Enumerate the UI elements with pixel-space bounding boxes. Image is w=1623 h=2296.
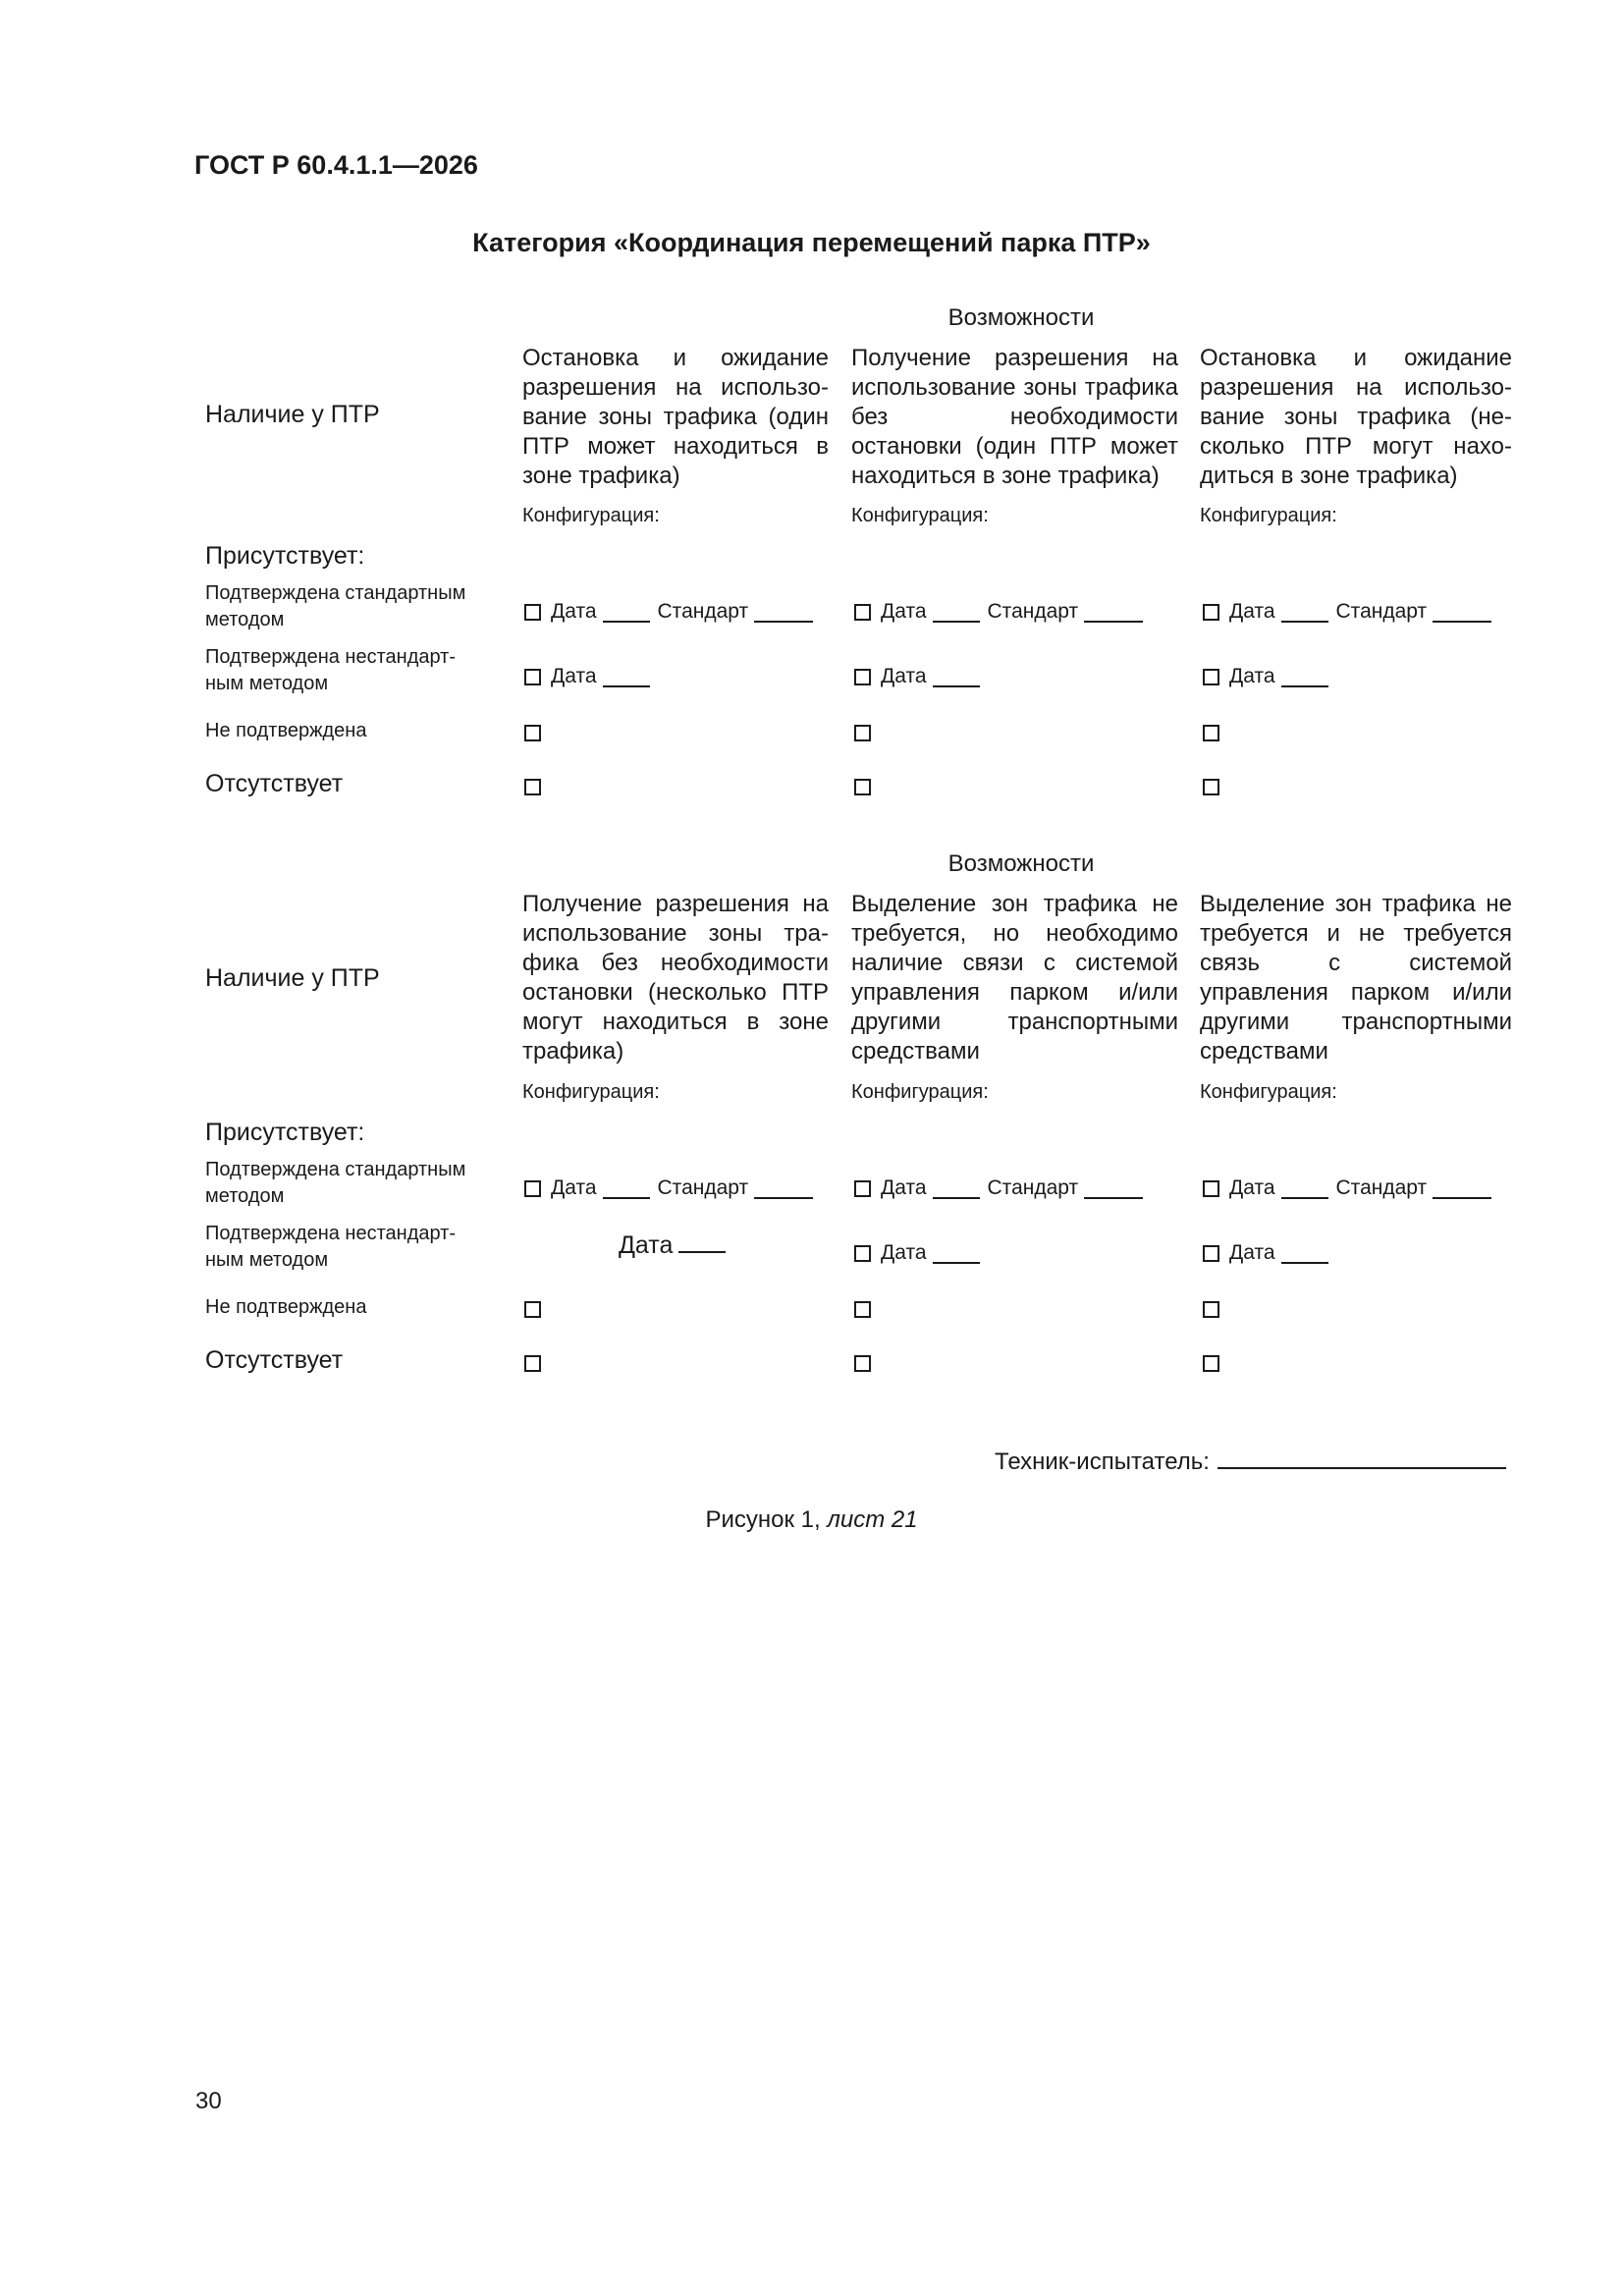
config-label: Конфигурация: xyxy=(1200,505,1337,526)
not-confirmed-field xyxy=(1203,1301,1219,1318)
date-blank[interactable] xyxy=(933,601,980,623)
checkbox[interactable] xyxy=(524,1301,541,1318)
checkbox[interactable] xyxy=(854,779,871,795)
row-label-availability: Наличие у ПТР xyxy=(205,401,380,428)
checkbox[interactable] xyxy=(854,1301,871,1318)
not-confirmed-field xyxy=(524,1301,541,1318)
config-label: Конфигурация: xyxy=(851,1081,989,1103)
capability-text: Остановка и ожидание разрешения на использование зоны трафика (один ПТР может находиться в зоне трафика) xyxy=(522,345,829,489)
standard-blank[interactable] xyxy=(1084,1177,1143,1199)
confirmed-nonstandard-field: Дата xyxy=(854,1241,988,1265)
date-blank[interactable] xyxy=(678,1231,726,1253)
checkbox[interactable] xyxy=(1203,1245,1219,1262)
page-number: 30 xyxy=(195,2088,222,2114)
technician-signature-blank[interactable] xyxy=(1217,1446,1506,1469)
absent-field xyxy=(854,779,871,795)
section-heading: Возможности xyxy=(947,850,1095,877)
row-label-confirmed-nonstandard: Подтверждена нестандарт- ным методом xyxy=(205,646,456,694)
category-title: Категория «Координация перемещений парка ПТР» xyxy=(472,228,1151,257)
date-blank[interactable] xyxy=(1281,601,1328,623)
capability-text: Остановка и ожидание разрешения на использование зоны трафика (несколько ПТР могут находиться в зоне трафика) xyxy=(1200,345,1512,489)
row-label-confirmed-standard: Подтверждена стандартным методом xyxy=(205,1159,466,1207)
confirmed-standard-field: Дата Стандарт xyxy=(854,600,1143,624)
standard-blank[interactable] xyxy=(1433,1177,1491,1199)
confirmed-standard-field: Дата Стандарт xyxy=(524,600,813,624)
standard-blank[interactable] xyxy=(754,601,813,623)
section-heading: Возможности xyxy=(947,304,1095,331)
absent-field xyxy=(1203,1355,1219,1372)
checkbox[interactable] xyxy=(524,779,541,795)
checkbox[interactable] xyxy=(854,725,871,741)
date-blank[interactable] xyxy=(933,666,980,687)
figure-caption: Рисунок 1, лист 21 xyxy=(705,1506,918,1533)
technician-label: Техник-испытатель: xyxy=(995,1449,1210,1475)
row-label-confirmed-standard: Подтверждена стандартным методом xyxy=(205,582,466,630)
confirmed-nonstandard-field: Дата xyxy=(524,665,658,688)
checkbox[interactable] xyxy=(1203,1180,1219,1197)
date-blank[interactable] xyxy=(933,1177,980,1199)
confirmed-standard-field: Дата Стандарт xyxy=(854,1176,1143,1200)
capability-text: Выделение зон трафика не требуется и не требуется связь с системой управления парком и/или другими транспортными средствами xyxy=(1200,891,1512,1065)
confirmed-standard-field: Дата Стандарт xyxy=(1203,1176,1491,1200)
standard-blank[interactable] xyxy=(1433,601,1491,623)
checkbox[interactable] xyxy=(854,1245,871,1262)
checkbox[interactable] xyxy=(854,1355,871,1372)
not-confirmed-field xyxy=(854,725,871,741)
present-label: Присутствует: xyxy=(205,542,365,570)
date-blank[interactable] xyxy=(603,601,650,623)
row-label-availability: Наличие у ПТР xyxy=(205,964,380,992)
standard-blank[interactable] xyxy=(1084,601,1143,623)
config-label: Конфигурация: xyxy=(851,505,989,526)
checkbox[interactable] xyxy=(1203,604,1219,621)
date-blank[interactable] xyxy=(933,1242,980,1264)
document-id: ГОСТ Р 60.4.1.1—2026 xyxy=(194,150,478,180)
present-label: Присутствует: xyxy=(205,1119,365,1146)
confirmed-nonstandard-field: Дата xyxy=(1203,1241,1336,1265)
capability-text: Получение разрешения на использование зоны трафика без необходимости остановки (один ПТР может находиться в зоне трафика) xyxy=(851,345,1178,489)
config-label: Конфигурация: xyxy=(1200,1081,1337,1103)
checkbox[interactable] xyxy=(854,604,871,621)
checkbox[interactable] xyxy=(524,1180,541,1197)
date-blank[interactable] xyxy=(603,666,650,687)
checkbox[interactable] xyxy=(854,669,871,685)
config-label: Конфигурация: xyxy=(522,505,660,526)
checkbox[interactable] xyxy=(524,669,541,685)
capability-text: Выделение зон трафика не требуется, но необходимо наличие связи с системой управления парком и/или другими транспортными средствами xyxy=(851,891,1178,1065)
absent-field xyxy=(524,779,541,795)
date-blank[interactable] xyxy=(1281,666,1328,687)
checkbox[interactable] xyxy=(1203,669,1219,685)
capability-text: Получение разрешения на использование зоны трафика без необходимости остановки (несколько ПТР могут находиться в зоне трафика) xyxy=(522,891,829,1065)
date-blank[interactable] xyxy=(1281,1177,1328,1199)
confirmed-standard-field: Дата Стандарт xyxy=(524,1176,813,1200)
date-blank[interactable] xyxy=(1281,1242,1328,1264)
not-confirmed-field xyxy=(524,725,541,741)
not-confirmed-field xyxy=(1203,725,1219,741)
not-confirmed-field xyxy=(854,1301,871,1318)
absent-field xyxy=(1203,779,1219,795)
checkbox[interactable] xyxy=(524,1355,541,1372)
confirmed-nonstandard-field: Дата xyxy=(1203,665,1336,688)
row-label-absent: Отсутствует xyxy=(205,1346,344,1374)
checkbox[interactable] xyxy=(854,1180,871,1197)
date-blank[interactable] xyxy=(603,1177,650,1199)
row-label-not-confirmed: Не подтверждена xyxy=(205,1296,367,1318)
checkbox[interactable] xyxy=(524,604,541,621)
date-field-no-checkbox: Дата xyxy=(619,1231,733,1260)
checkbox[interactable] xyxy=(1203,1355,1219,1372)
checkbox[interactable] xyxy=(1203,779,1219,795)
row-label-absent: Отсутствует xyxy=(205,770,344,797)
checkbox[interactable] xyxy=(1203,725,1219,741)
confirmed-standard-field: Дата Стандарт xyxy=(1203,600,1491,624)
row-label-not-confirmed: Не подтверждена xyxy=(205,720,367,741)
config-label: Конфигурация: xyxy=(522,1081,660,1103)
checkbox[interactable] xyxy=(524,725,541,741)
row-label-confirmed-nonstandard: Подтверждена нестандарт- ным методом xyxy=(205,1223,456,1271)
confirmed-nonstandard-field: Дата xyxy=(854,665,988,688)
standard-blank[interactable] xyxy=(754,1177,813,1199)
absent-field xyxy=(524,1355,541,1372)
checkbox[interactable] xyxy=(1203,1301,1219,1318)
absent-field xyxy=(854,1355,871,1372)
